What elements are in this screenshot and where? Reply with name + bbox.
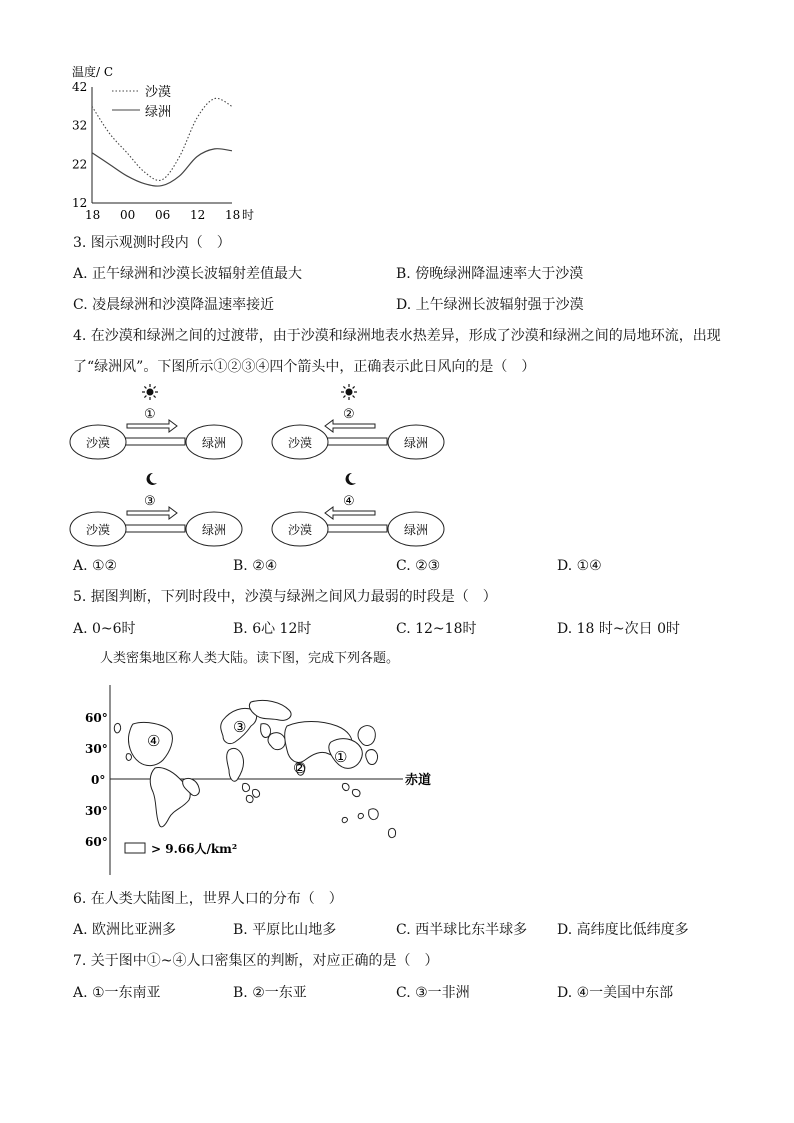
x-tick-label: 00	[120, 208, 136, 222]
equator-label: 赤道	[405, 773, 432, 788]
temperature-chart-svg	[60, 60, 270, 230]
q7-option-d[interactable]: D. ④一美国中东部	[557, 985, 674, 1001]
q3-option-b[interactable]: B. 傍晚绿洲降温速率大于沙漠	[396, 266, 584, 282]
x-tick-label: 06	[155, 208, 171, 222]
wind-diagram	[65, 380, 455, 555]
q4-option-b[interactable]: B. ②④	[233, 558, 278, 574]
q3-option-a[interactable]: A. 正午绿洲和沙漠长波辐射差值最大	[73, 266, 303, 282]
chart-ylabel: 温度/ C	[72, 65, 114, 79]
question-6-stem: 6. 在人类大陆图上，世界人口的分布（ ）	[73, 891, 343, 907]
wind-panel-2	[272, 384, 444, 459]
oasis-label: 绿洲	[404, 523, 429, 537]
lat-label-30n: 30°	[85, 742, 108, 756]
y-tick-label: 32	[72, 118, 88, 133]
desert-label: 沙漠	[86, 436, 111, 450]
series-line-oasis	[92, 149, 232, 186]
wind-diagram-svg	[65, 380, 455, 555]
population-map	[75, 680, 445, 880]
panel-number: ③	[144, 494, 156, 509]
desert-label: 沙漠	[86, 523, 111, 537]
q6-option-c[interactable]: C. 西半球比东半球多	[396, 922, 528, 938]
q4-option-c[interactable]: C. ②③	[396, 558, 441, 574]
wind-panel-1	[70, 384, 242, 459]
q6-option-b[interactable]: B. 平原比山地多	[233, 922, 337, 938]
lat-label-60s: 60°	[85, 835, 108, 849]
q5-option-c[interactable]: C. 12~18时	[396, 621, 477, 637]
panel-number: ②	[343, 407, 355, 422]
legend-label-oasis: 绿洲	[145, 105, 172, 120]
x-tick-label: 12	[190, 208, 206, 222]
q5-option-b[interactable]: B. 6心 12时	[233, 621, 312, 637]
y-tick-label: 42	[72, 80, 88, 94]
q3-option-d[interactable]: D. 上午绿洲长波辐射强于沙漠	[396, 297, 584, 313]
question-3-stem: 3. 图示观测时段内（ ）	[73, 235, 231, 251]
q7-option-c[interactable]: C. ③一非洲	[396, 985, 470, 1001]
x-unit-label: 时	[242, 208, 255, 222]
panel-number: ④	[343, 494, 355, 509]
y-tick-label: 22	[72, 157, 88, 172]
q5-option-a[interactable]: A. 0~6时	[73, 621, 136, 637]
desert-label: 沙漠	[288, 523, 313, 537]
q4-option-d[interactable]: D. ①④	[557, 558, 602, 574]
q4-option-a[interactable]: A. ①②	[73, 558, 118, 574]
x-tick-label: 18	[85, 208, 101, 222]
wind-panel-3	[70, 473, 242, 546]
lat-label-0: 0°	[91, 773, 106, 787]
moon-icon	[147, 473, 157, 485]
q7-option-a[interactable]: A. ①一东南亚	[73, 985, 161, 1001]
section-intro: 人类密集地区称人类大陆。读下图，完成下列各题。	[100, 651, 400, 666]
legend-label-dense: > 9.66人/km²	[151, 842, 238, 856]
q3-option-c[interactable]: C. 凌晨绿洲和沙漠降温速率接近	[73, 297, 275, 313]
question-4-stem-line2: 了“绿洲风”。下图所示①②③④四个箭头中，正确表示此日风向的是（ ）	[73, 359, 536, 375]
question-4-stem-line1: 4. 在沙漠和绿洲之间的过渡带，由于沙漠和绿洲地表水热差异，形成了沙漠和绿洲之间的局地环流，出现	[73, 328, 721, 344]
lat-label-30s: 30°	[85, 804, 108, 818]
q7-option-b[interactable]: B. ②一东亚	[233, 985, 307, 1001]
q6-option-a[interactable]: A. 欧洲比亚洲多	[73, 922, 177, 938]
q5-option-d[interactable]: D. 18 时~次日 0时	[557, 621, 680, 637]
lat-label-60n: 60°	[85, 711, 108, 725]
legend-label-desert: 沙漠	[145, 85, 172, 100]
population-dense-areas	[114, 700, 395, 837]
population-map-svg	[75, 680, 445, 880]
region-label-3: ③	[233, 718, 247, 736]
oasis-label: 绿洲	[404, 436, 429, 450]
desert-label: 沙漠	[288, 436, 313, 450]
y-tick-label: 12	[72, 196, 88, 210]
wind-panel-4	[272, 473, 444, 546]
oasis-label: 绿洲	[202, 523, 227, 537]
question-7-stem: 7. 关于图中①~④人口密集区的判断，对应正确的是（ ）	[73, 953, 439, 969]
sun-icon	[341, 384, 357, 400]
legend-swatch-dense	[125, 843, 145, 853]
moon-icon	[346, 473, 356, 485]
sun-icon	[142, 384, 158, 400]
oasis-label: 绿洲	[202, 436, 227, 450]
region-label-2: ②	[293, 759, 307, 777]
region-label-1: ①	[334, 748, 348, 766]
question-5-stem: 5. 据图判断，下列时段中，沙漠与绿洲之间风力最弱的时段是（ ）	[73, 589, 497, 605]
temperature-chart	[60, 60, 270, 230]
x-tick-label: 18	[225, 208, 241, 222]
q6-option-d[interactable]: D. 高纬度比低纬度多	[557, 922, 689, 938]
panel-number: ①	[144, 407, 156, 422]
region-label-4: ④	[147, 732, 161, 750]
